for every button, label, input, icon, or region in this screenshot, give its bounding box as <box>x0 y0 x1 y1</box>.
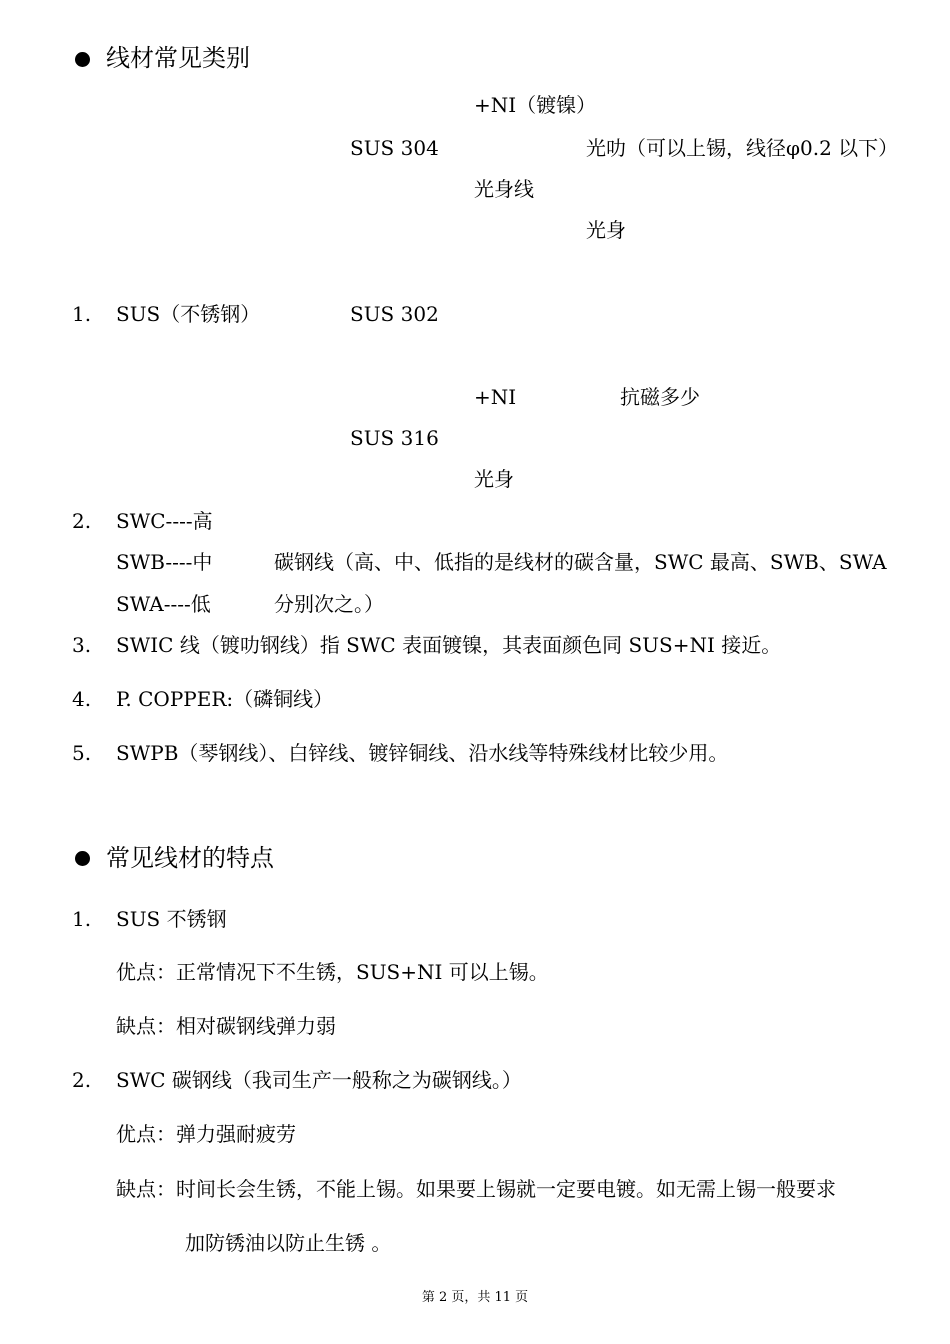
item-line-swa: SWA----低 <box>116 592 211 616</box>
item-number: 1. <box>72 302 92 326</box>
item-text-copper: P. COPPER:（磷铜线） <box>116 687 334 711</box>
item-pro-swc: 优点：弹力强耐疲劳 <box>116 1122 296 1146</box>
item-text-swpb: SWPB（琴钢线）、白锌线、镀锌铜线、沿水线等特殊线材比较少用。 <box>116 741 729 765</box>
section-heading-wire-types: 线材常见类别 <box>106 44 250 72</box>
bullet-icon <box>75 52 90 67</box>
diagram-anti-mag: 抗磁多少 <box>620 385 700 409</box>
section-heading-features: 常见线材的特点 <box>106 844 274 872</box>
item-con-swc-cont: 加防锈油以防止生锈 。 <box>185 1231 392 1255</box>
diagram-bright2: 光身 <box>474 467 514 491</box>
item-number: 4. <box>72 687 92 711</box>
diagram-ni-plated: +NI（镀镍） <box>474 93 597 117</box>
diagram-sus302: SUS 302 <box>350 302 439 326</box>
item-text-swic: SWIC 线（镀叻钢线）指 SWC 表面镀镍，其表面颜色同 SUS+NI 接近。 <box>116 633 782 657</box>
item-con-swc: 缺点：时间长会生锈，不能上锡。如果要上锡就一定要电镀。如无需上锡一般要求 <box>116 1177 836 1201</box>
item-number: 1. <box>72 907 92 931</box>
item-number: 3. <box>72 633 92 657</box>
item-number: 5. <box>72 741 92 765</box>
page-footer: 第 2 页，共 11 页 <box>421 1290 529 1305</box>
item-number: 2. <box>72 1068 92 1092</box>
item-number: 2. <box>72 509 92 533</box>
item-line-swc: SWC----高 <box>116 509 213 533</box>
diagram-bright-wire: 光身线 <box>474 177 534 201</box>
diagram-sus316: SUS 316 <box>350 426 439 450</box>
diagram-sus304: SUS 304 <box>350 136 439 160</box>
item-con-sus: 缺点：相对碳钢线弹力弱 <box>116 1014 336 1038</box>
diagram-bright: 光身 <box>586 218 626 242</box>
item-note-carbon: 碳钢线（高、中、低指的是线材的碳含量，SWC 最高、SWB、SWA <box>274 550 887 574</box>
diagram-bright-tin: 光叻（可以上锡，线径φ0.2 以下） <box>586 136 899 160</box>
item-text-sus: SUS（不锈钢） <box>116 302 261 326</box>
item-line-swb: SWB----中 <box>116 550 213 574</box>
diagram-ni: +NI <box>474 385 517 409</box>
bullet-icon <box>75 851 90 866</box>
item-pro-sus: 优点：正常情况下不生锈，SUS+NI 可以上锡。 <box>116 960 549 984</box>
item-note-carbon-cont: 分别次之。） <box>274 592 384 616</box>
item-title-sus: SUS 不锈钢 <box>116 907 227 931</box>
item-title-swc: SWC 碳钢线（我司生产一般称之为碳钢线。） <box>116 1068 522 1092</box>
